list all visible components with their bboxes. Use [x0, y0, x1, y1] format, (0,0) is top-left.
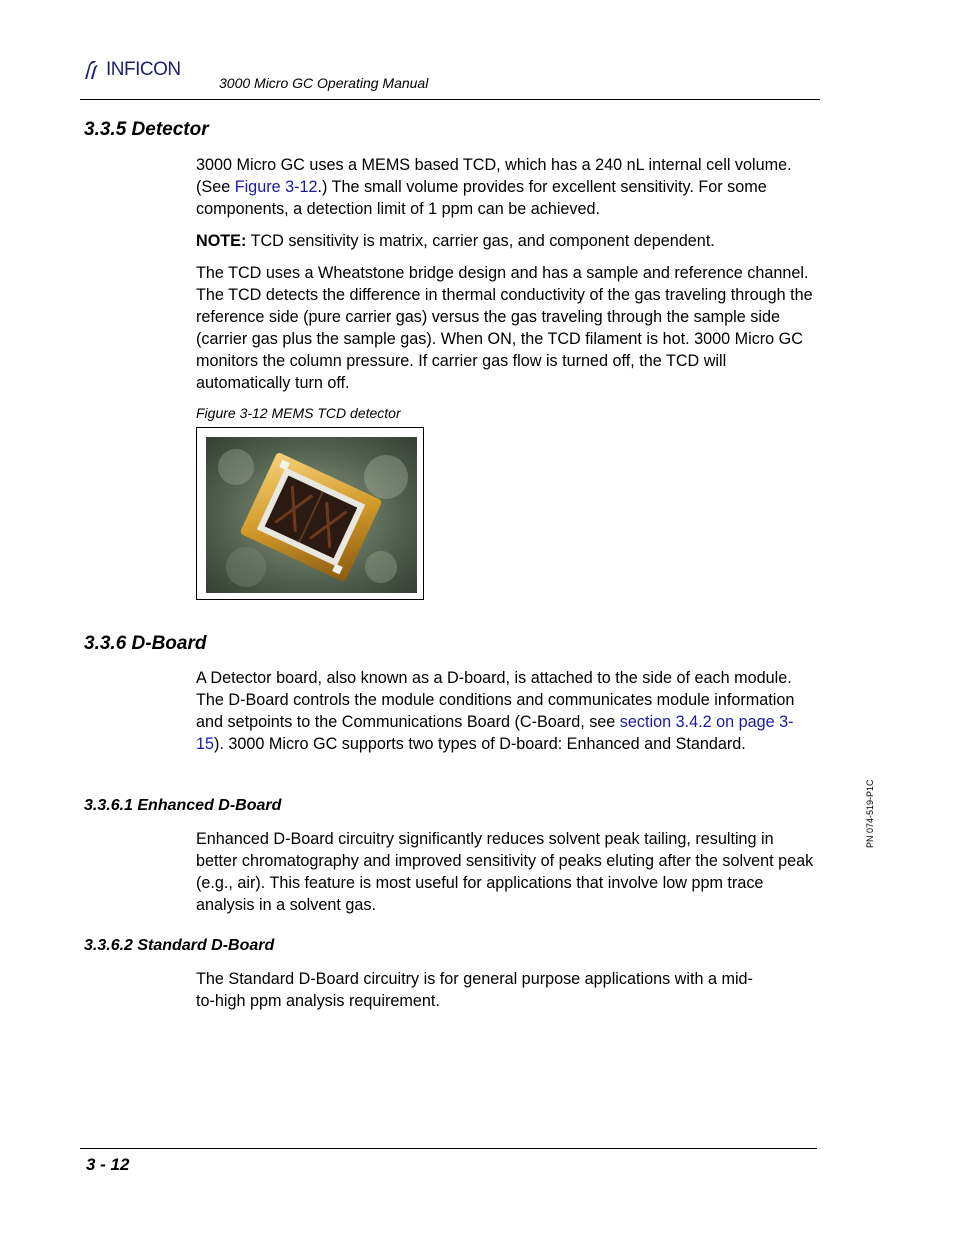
note-text: TCD sensitivity is matrix, carrier gas, and component dependent. — [246, 232, 715, 250]
section-3-4-2-link[interactable]: section 3.4.2 on page 3-15 — [196, 713, 794, 753]
section-heading-standard-d-board: 3.3.6.2 Standard D-Board — [84, 937, 275, 954]
footer-rule — [80, 1148, 817, 1149]
section-heading-detector: 3.3.5 Detector — [84, 119, 209, 140]
mems-tcd-detector-image — [206, 437, 417, 593]
figure-caption: Figure 3-12 MEMS TCD detector — [196, 405, 401, 421]
brand-name: INFICON — [106, 59, 181, 80]
d-board-paragraph — [196, 667, 816, 755]
figure-frame — [196, 427, 424, 600]
header-rule — [80, 99, 820, 100]
section-heading-d-board: 3.3.6 D-Board — [84, 633, 207, 654]
detector-paragraph-1 — [196, 154, 816, 220]
detector-p1-text-a: 3000 Micro GC uses a MEMS based TCD, which has a 240 nL internal cell volume. (See — [196, 156, 792, 196]
enhanced-d-board-paragraph: Enhanced D-Board circuitry significantly reduces solvent peak tailing, resulting in better chromatography and improved sensitivity of peaks eluting after the solvent peak (e.g., air). This feature is most useful for applications that involve low ppm trace analysis in a solvent gas. — [196, 830, 814, 914]
detector-paragraph-2: The TCD uses a Wheatstone bridge design and has a sample and reference channel. The TCD detects the difference in thermal conductivity of the gas traveling through the reference side (pure carrier gas) versus the gas traveling through the sample side (carrier gas plus the sample gas). When ON, the TCD filament is hot. 3000 Micro GC monitors the column pressure. If carrier gas flow is turned off, the TCD will automatically turn off. — [196, 264, 813, 392]
side-part-number: PN 074-519-P1C — [865, 779, 875, 848]
inficon-logo — [82, 58, 197, 82]
standard-d-board-paragraph: The Standard D-Board circuitry is for general purpose applications with a mid-to-high ppm analysis requirement. — [196, 970, 753, 1010]
note-label: NOTE: — [196, 232, 247, 250]
detector-p1-text-b: .) The small volume provides for excellent sensitivity. For some components, a detection limit of 1 ppm can be achieved. — [196, 178, 767, 218]
page-number: 3 - 12 — [86, 1155, 130, 1174]
d-board-p1-text-a: A Detector board, also known as a D-board, is attached to the side of each module. The D-Board controls the module conditions and communicates module information and setpoints to the Communications Board (C-Board, see — [196, 669, 795, 731]
figure-3-12-link[interactable]: Figure 3-12 — [234, 178, 318, 196]
inficon-logo-icon — [82, 59, 104, 81]
detector-note — [196, 230, 816, 252]
manual-title: 3000 Micro GC Operating Manual — [219, 75, 429, 91]
d-board-p1-text-b: ). 3000 Micro GC supports two types of D-board: Enhanced and Standard. — [214, 735, 746, 753]
section-heading-enhanced-d-board: 3.3.6.1 Enhanced D-Board — [84, 797, 282, 814]
